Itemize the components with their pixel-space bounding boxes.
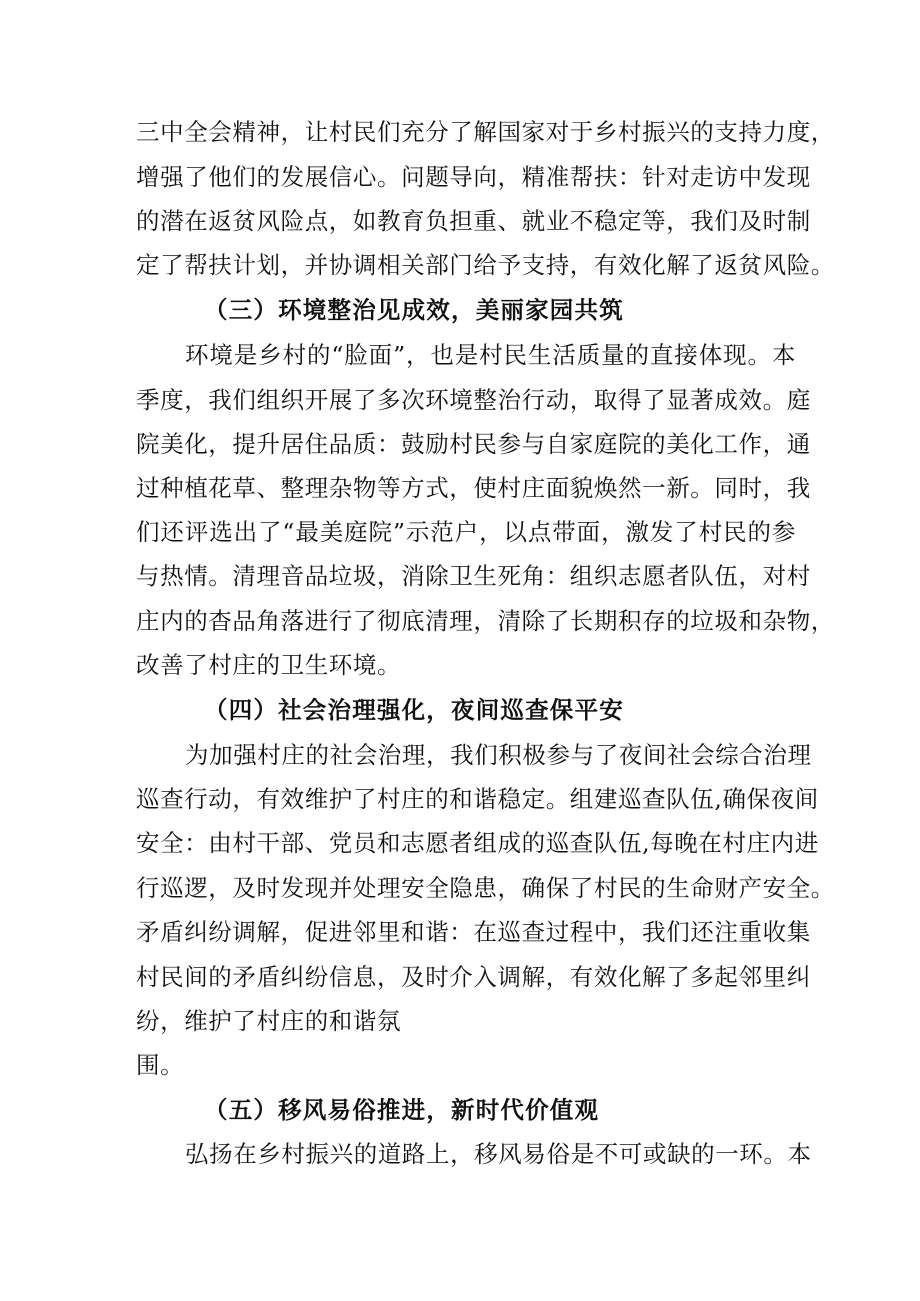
paragraph-line: 行巡逻，及时发现并处理安全隐患，确保了村民的生命财产安全。 [136, 874, 835, 902]
paragraph-line: 巡查行动，有效维护了村庄的和谐稳定。组建巡查队伍,确保夜间 [136, 785, 819, 813]
paragraph-line: 村民间的矛盾纠纷信息，及时介入调解，有效化解了多起邻里纠 [136, 963, 811, 991]
paragraph-line: 增强了他们的发展信心。问题导向，精准帮扶：针对走访中发现 [136, 163, 811, 191]
paragraph-line: 过种植花草、整理杂物等方式，使村庄面貌焕然一新。同时，我 [136, 474, 811, 502]
paragraph-line: 环境是乡村的“脸面”，也是村民生活质量的直接体现。本 [185, 341, 796, 369]
paragraph-line: 三中全会精神，让村民们充分了解国家对于乡村振兴的支持力度， [136, 118, 835, 146]
paragraph-line: 定了帮扶计划，并协调相关部门给予支持，有效化解了返贫风险。 [136, 251, 835, 279]
paragraph-line: 安全：由村干部、党员和志愿者组成的巡查队伍,每晚在村庄内进 [136, 829, 819, 857]
paragraph-line: 与热情。清理音品垃圾，消除卫生死角：组织志愿者队伍，对村 [136, 562, 811, 590]
section-heading-4: （四）社会治理强化，夜间巡查保平安 [204, 696, 624, 724]
paragraph-line: 矛盾纠纷调解，促进邻里和谐：在巡查过程中，我们还注重收集 [136, 918, 811, 946]
paragraph-line: 纷，维护了村庄的和谐氛 [136, 1007, 402, 1035]
section-heading-3: （三）环境整治见成效，美丽家园共筑 [204, 296, 624, 324]
paragraph-line: 们还评选出了“最美庭院”示范户，以点带面，激发了村民的参 [136, 518, 796, 546]
paragraph-line: 围。 [136, 1051, 185, 1079]
section-heading-5: （五）移风易俗推进，新时代价值观 [204, 1096, 600, 1124]
paragraph-line: 院美化，提升居住品质：鼓励村民参与自家庭院的美化工作，通 [136, 430, 811, 458]
paragraph-line: 改善了村庄的卫生环境。 [136, 651, 402, 679]
paragraph-line: 的潜在返贫风险点，如教育负担重、就业不稳定等，我们及时制 [136, 207, 811, 235]
paragraph-line: 季度，我们组织开展了多次环境整治行动，取得了显著成效。庭 [136, 386, 811, 414]
paragraph-line: 庄内的杳品角落进行了彻底清理，清除了长期积存的垃圾和杂物， [136, 607, 835, 635]
paragraph-line: 为加强村庄的社会治理，我们积极参与了夜间社会综合治理 [185, 741, 812, 769]
paragraph-line: 弘扬在乡村振兴的道路上，移风易俗是不可或缺的一环。本 [185, 1140, 812, 1168]
